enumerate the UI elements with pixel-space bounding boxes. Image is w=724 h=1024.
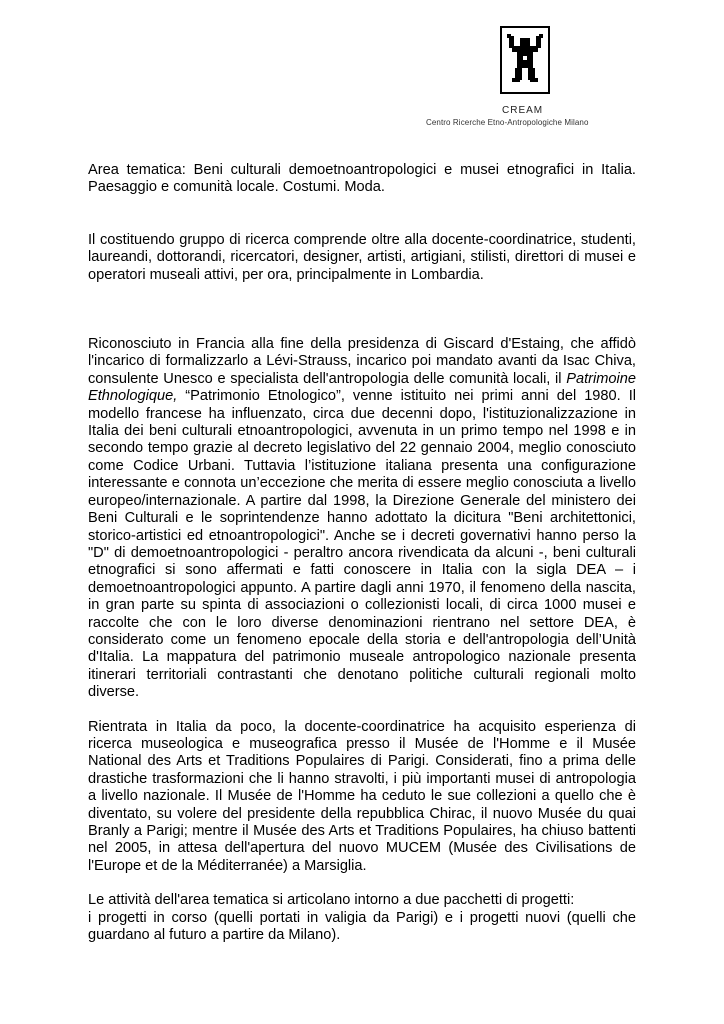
cream-logo — [424, 24, 644, 134]
figure-icon — [506, 34, 544, 88]
logo-name: CREAM — [502, 105, 544, 116]
paragraph-gruppo-ricerca: Il costituendo gruppo di ricerca comprende oltre alla docente-coordinatrice, studenti, laureandi, dottorandi, ricercatori, designer, artisti, artigiani, stilisti, direttori di musei e operatori museali attivi, per ora, principalmente in Lombardia. — [88, 231, 636, 283]
paragraph-area-tematica: Area tematica: Beni culturali demoetnoantropologici e musei etnografici in Italia. Paesaggio e comunità locale. Costumi. Moda. — [88, 162, 636, 196]
paragraph-esperienza-musei: Rientrata in Italia da poco, la docente-coordinatrice ha acquisito esperienza di ricerca museologica e museografica presso il Musée de l'Homme e il Musée National des Arts et Traditions Populaires di Parigi. Considerati, fino a prima delle drastiche trasformazioni che li hanno stravolti, i più importanti musei di antropologia a livello nazionale. Il Musée de l'Homme ha ceduto le sue collezioni a quello che è diventato, su volere del presidente della repubblica Chirac, il nuovo Musée du quai Branly a Parigi; mentre il Musée des Arts et Traditions Populaires, ha chiuso battenti nel 2005, in attesa dell'apertura del nuovo MUCEM (Musée des Civilisations de l'Europe et de la Méditerranée) a Marsiglia. — [88, 718, 636, 874]
document-body — [88, 162, 636, 944]
paragraph-storia-b: “Patrimonio Etnologico”, venne istituito nei primi anni del 1980. Il modello francese ha influenzato, circa due decenni dopo, l'istituzionalizzazione in Italia dei beni culturali etnoantropologici, avvenuta in un primo tempo nel 1998 e in secondo tempo grazie al decreto legislativo del 22 gennaio 2004, meglio conosciuto come Codice Urbani. Tuttavia l’istituzione italiana presenta una configurazione interessante e connota un’eccezione che merita di essere meglio conosciuta a livello europeo/internazionale. A partire dal 1998, la Direzione Generale del ministero dei Beni Culturali e le soprintendenze hanno adottato la dicitura "Beni architettonici, storico-artistici ed etnoantropologici". Anche se i decreti governativi hanno perso la "D" di demoetnoantropologici - peraltro ancora rivendicata da alcuni -, beni culturali etnografici si sono affermati e fatti conoscere in Italia con la sigla DEA – i demoetnoantropologici appunto. A partire dagli anni 1970, il fenomeno della nascita, in gran parte su spinta di associazioni o collezionisti locali, di circa 1000 musei e raccolte che con le loro diverse denominazioni rientrano nel settore DEA, è considerato come un fenomeno epocale della storia e dell'antropologia dell’Unità d'Italia. La mappatura del patrimonio museale antropologico nazionale presenta itinerari territoriali contrastanti che denotano politiche culturali regionali molto diverse. — [88, 388, 636, 701]
logo-emblem — [500, 26, 550, 94]
logo-subtitle: Centro Ricerche Etno-Antropologiche Milano — [426, 118, 589, 127]
paragraph-attivita-line2: i progetti in corso (quelli portati in valigia da Parigi) e i progetti nuovi (quelli che guardano al futuro a partire da Milano). — [88, 909, 636, 944]
paragraph-storia-a: Riconosciuto in Francia alla fine della presidenza di Giscard d'Estaing, che affidò l'incarico di formalizzarlo a Lévi-Strauss, incarico poi mandato avanti da Isac Chiva, consulente Unesco e specialista dell'antropologia delle comunità locali, il — [88, 336, 636, 387]
paragraph-storia-patrimonio — [88, 336, 636, 702]
paragraph-attivita-line1: Le attività dell'area tematica si articolano intorno a due pacchetti di progetti: — [88, 892, 575, 909]
paragraph-storia-italic: Patrimoine Ethnologique, — [88, 370, 636, 405]
